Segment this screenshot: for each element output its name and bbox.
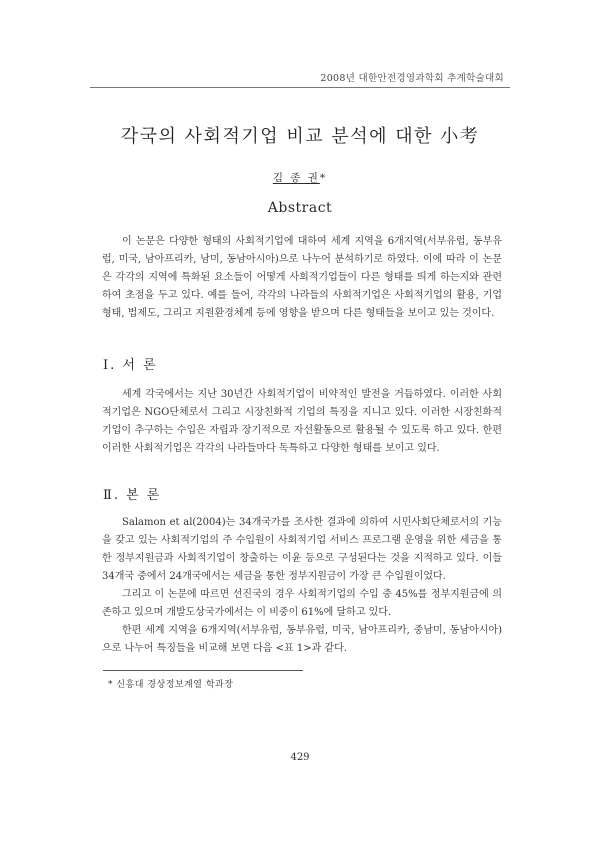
author-name: 김 종 권 <box>272 172 320 184</box>
footnote-rule <box>103 670 303 671</box>
header-rule <box>90 87 510 88</box>
author-line <box>90 170 510 185</box>
body-paragraph-3: 한편 세계 지역을 6개지역(서부유럽, 동부유럽, 미국, 남아프리카, 중남미, 동남아시아)으로 나누어 특징들을 비교해 보면 다음 <표 1>과 같다. <box>102 625 502 654</box>
body-paragraph-1: Salamon et al(2004)는 34개국가를 조사한 결과에 의하여 시민사회단체로서의 기능을 갖고 있는 사회적기업의 주 수입원이 사회적기업 서비스 프로그램 운영을 위한 세금을 통한 정부지원금과 사회적기업이 창출하는 이윤 등으로 구성된다는 것을 지적하고 있다. 이들 34개국 중에서 24개국에서는 세금을 통한 정부지원금이 가장 큰 수입원이었다. <box>102 517 502 582</box>
page-number: 429 <box>290 752 310 763</box>
running-header: 2008년 대한안전경영과학회 추계학술대회 <box>320 73 504 84</box>
author-footnote-mark: * <box>319 172 328 184</box>
section-heading-introduction: Ⅰ. 서 론 <box>103 358 158 373</box>
section-heading-body: Ⅱ. 본 론 <box>103 488 162 503</box>
abstract-text: 이 논문은 다양한 형태의 사회적기업에 대하여 세계 지역을 6개지역(서부유럽, 동부유럽, 미국, 남아프리카, 남미, 동남아시아)으로 나누어 분석하기로 하였다. 이에 따라 이 논문은 각각의 지역에 특화된 요소들이 어떻게 사회적기업들이 다른 형태를 띄게 하는지와 관련하여 초점을 두고 있다. 예를 들어, 각각의 나라들의 사회적기업은 사회적기업의 활용, 기업형태, 법제도, 그리고 지원환경체계 등에 영향을 받으며 다른 형태들을 보이고 있는 것이다. <box>102 236 502 319</box>
paper-title: 각국의 사회적기업 비교 분석에 대한 小考 <box>120 126 480 147</box>
body-paragraph-2: 그리고 이 논문에 따르면 선진국의 경우 사회적기업의 수입 중 45%를 정부지원금에 의존하고 있으며 개발도상국가에서는 이 비중이 61%에 달하고 있다. <box>102 589 502 618</box>
abstract-heading: Abstract <box>267 200 333 216</box>
author-affiliation-footnote: * 신흥대 경상정보계열 학과장 <box>108 680 234 690</box>
intro-paragraph: 세계 각국에서는 지난 30년간 사회적기업이 비약적인 발전을 거듭하였다. 이러한 사회적기업은 NGO단체로서 그리고 시장친화적 기업의 특징을 지니고 있다. 이러한 시장친화적 기업이 추구하는 수입은 자립과 장기적으로 자선활동으로 활용될 수 있도록 하고 있다. 한편 이러한 사회적기업은 각각의 나라들마다 독특하고 다양한 형태를 보이고 있다. <box>102 389 502 454</box>
